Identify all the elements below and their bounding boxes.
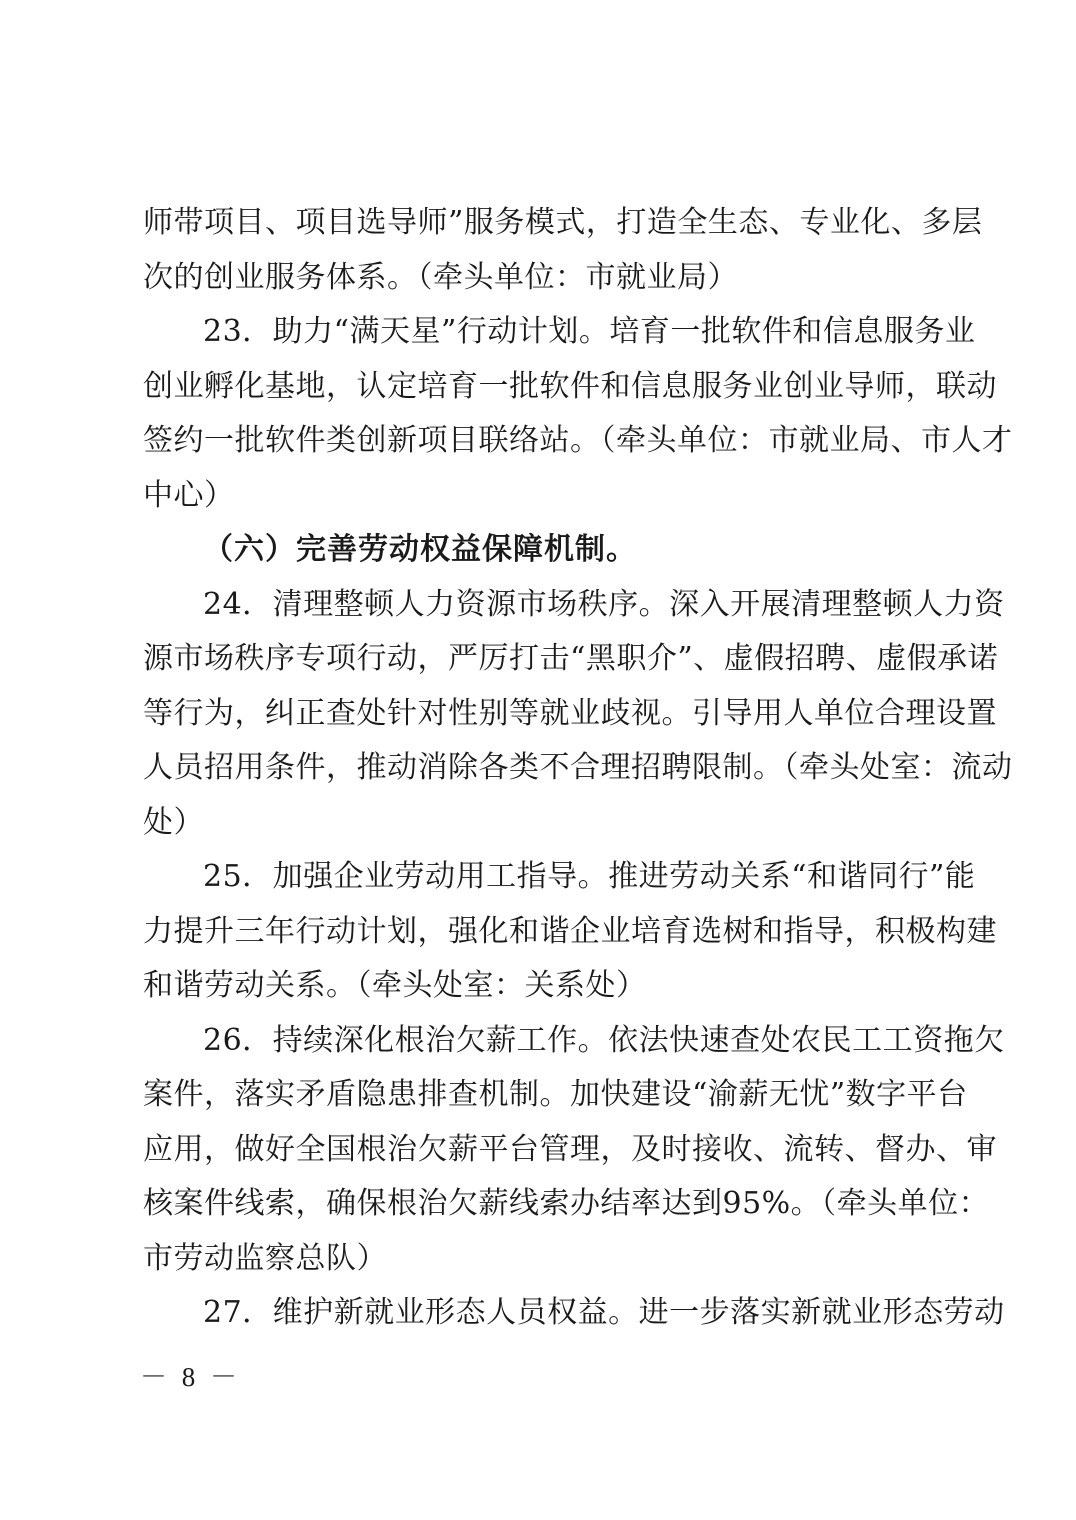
paragraph-line-item-24: 24．清理整顿人力资源市场秩序。深入开展清理整顿人力资 <box>203 586 1005 622</box>
paragraph-line: 签约一批软件类创新项目联络站。（牵头单位：市就业局、市人才 <box>143 423 1013 458</box>
paragraph-line-item-27: 27．维护新就业形态人员权益。进一步落实新就业形态劳动 <box>203 1295 1005 1330</box>
paragraph-line: 案件，落实矛盾隐患排查机制。加快建设“渝薪无忧”数字平台 <box>143 1077 968 1112</box>
paragraph-line: 人员招用条件，推动消除各类不合理招聘限制。（牵头处室：流动 <box>143 750 1013 785</box>
paragraph-line: 力提升三年行动计划，强化和谐企业培育选树和指导，积极构建 <box>143 913 997 949</box>
paragraph-line-item-26: 26．持续深化根治欠薪工作。依法快速查处农民工工资拖欠 <box>203 1022 1005 1058</box>
paragraph-line-item-25: 25．加强企业劳动用工指导。推进劳动关系“和谐同行”能 <box>203 859 976 894</box>
paragraph-line: 中心） <box>143 477 235 513</box>
paragraph-line: 和谐劳动关系。（牵头处室：关系处） <box>143 968 647 1003</box>
page-number: － 8 － <box>140 1362 241 1392</box>
paragraph-line: 师带项目、项目选导师”服务模式，打造全生态、专业化、多层 <box>143 205 983 240</box>
paragraph-line: 核案件线索，确保根治欠薪线索办结率达到95%。（牵头单位： <box>143 1186 990 1221</box>
document-body <box>143 196 1013 1341</box>
section-heading: （六）完善劳动权益保障机制。 <box>203 532 637 567</box>
paragraph-line: 等行为，纠正查处针对性别等就业歧视。引导用人单位合理设置 <box>143 695 997 731</box>
paragraph-line-item-23: 23．助力“满天星”行动计划。培育一批软件和信息服务业 <box>203 314 976 349</box>
paragraph-line: 处） <box>143 804 204 840</box>
paragraph-line: 源市场秩序专项行动，严厉打击“黑职介”、虚假招聘、虚假承诺 <box>143 641 999 676</box>
paragraph-line: 创业孵化基地，认定培育一批软件和信息服务业创业导师，联动 <box>143 368 997 404</box>
paragraph-line: 应用，做好全国根治欠薪平台管理，及时接收、流转、督办、审 <box>143 1131 997 1167</box>
paragraph-line: 市劳动监察总队） <box>143 1240 387 1276</box>
paragraph-line: 次的创业服务体系。（牵头单位：市就业局） <box>143 259 738 295</box>
